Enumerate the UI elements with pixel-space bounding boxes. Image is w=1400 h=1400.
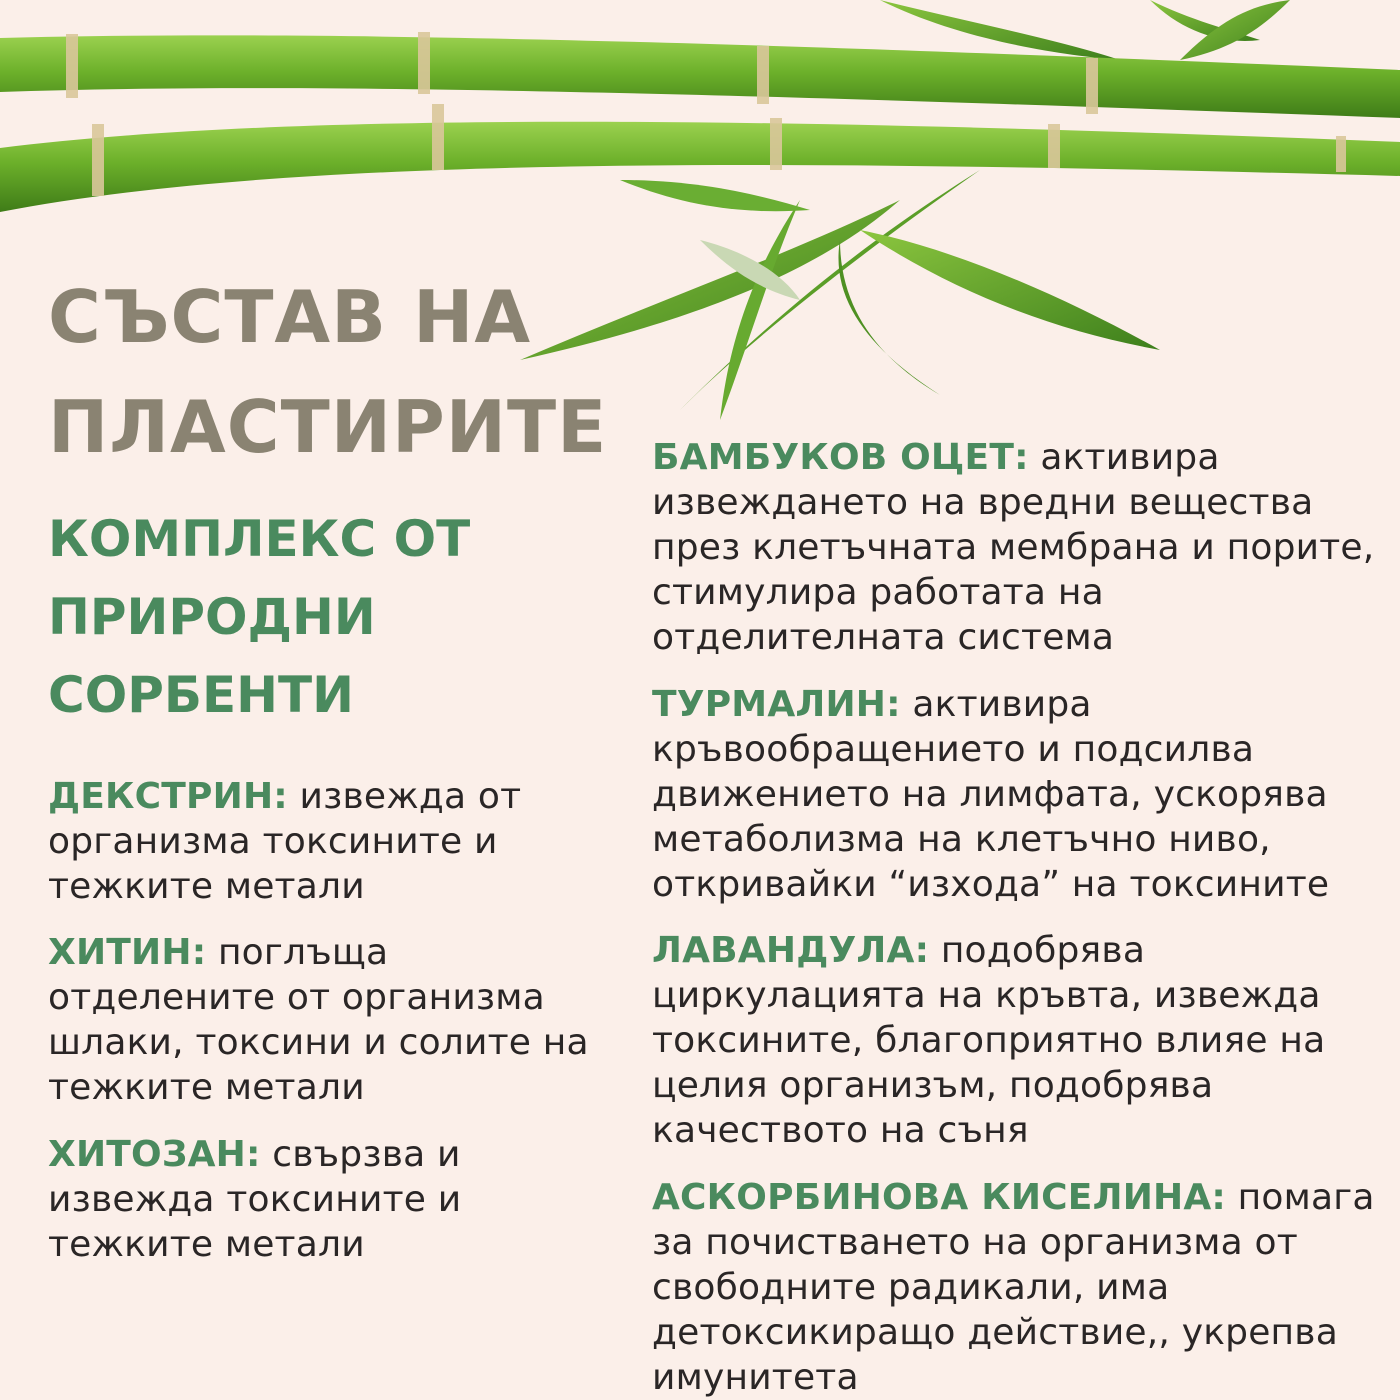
ingredient-text: шлаки, токсини и солите на xyxy=(48,1022,589,1063)
ingredient-text: през клетъчната мембрана и порите, xyxy=(652,527,1375,568)
ingredient-text: извеждането на вредни вещества xyxy=(652,482,1314,523)
ingredient-text: стимулира работата на xyxy=(652,572,1104,613)
section-subtitle xyxy=(48,500,470,734)
ingredient-text: откривайки “изхода” на токсините xyxy=(652,864,1330,905)
ingredient-text: детоксикиращо действие,, укрепва xyxy=(652,1312,1338,1353)
ingredient-text: свързва и xyxy=(260,1134,461,1175)
ingredient-name: ДЕКСТРИН: xyxy=(48,776,288,817)
ingredient-line xyxy=(652,435,1374,480)
ingredient-text: извежда от xyxy=(287,776,522,817)
ingredient-line xyxy=(652,1175,1375,1220)
ingredient-text: имунитета xyxy=(652,1357,859,1398)
ingredient-text: отделителната система xyxy=(652,617,1115,658)
ingredient-text: за почистването на организма от xyxy=(652,1222,1298,1263)
ingredient-text: тежките метали xyxy=(48,1067,365,1108)
ingredient-line xyxy=(48,1132,461,1177)
ingredient-text: тежките метали xyxy=(48,866,365,907)
ingredient-chitin xyxy=(48,930,589,1110)
ingredient-text: циркулацията на кръвта, извежда xyxy=(652,975,1321,1016)
ingredient-name: АСКОРБИНОВА КИСЕЛИНА: xyxy=(652,1177,1227,1218)
ingredient-line xyxy=(652,928,1325,973)
ingredient-dextrin xyxy=(48,774,521,909)
page-title-line-2: ПЛАСТИРИТЕ xyxy=(48,385,608,469)
ingredient-text: целия организъм, подобрява xyxy=(652,1065,1214,1106)
ingredient-text: кръвообращението и подсилва xyxy=(652,729,1255,770)
ingredient-name: ЛАВАНДУЛА: xyxy=(652,930,930,971)
ingredient-text: поглъща xyxy=(206,932,389,973)
ingredient-text: отделените от организма xyxy=(48,977,545,1018)
ingredient-text: метаболизма на клетъчно ниво, xyxy=(652,819,1271,860)
ingredient-lavender xyxy=(652,928,1325,1153)
subtitle-line-2: ПРИРОДНИ xyxy=(48,588,376,646)
page-title-line-1: СЪСТАВ НА xyxy=(48,275,532,359)
ingredient-line xyxy=(48,774,521,819)
subtitle-line-1: КОМПЛЕКС ОТ xyxy=(48,510,471,568)
ingredient-text: организма токсините и xyxy=(48,821,498,862)
ingredient-name: БАМБУКОВ ОЦЕТ: xyxy=(652,437,1029,478)
ingredient-text: помага xyxy=(1226,1177,1375,1218)
ingredient-text: качеството на съня xyxy=(652,1110,1029,1151)
ingredient-text: движението на лимфата, ускорява xyxy=(652,774,1328,815)
ingredient-ascorbic-acid xyxy=(652,1175,1375,1400)
ingredient-chitosan xyxy=(48,1132,461,1267)
ingredient-name: ХИТОЗАН: xyxy=(48,1134,261,1175)
ingredient-name: ТУРМАЛИН: xyxy=(652,684,901,725)
ingredient-text: извежда токсините и xyxy=(48,1179,462,1220)
page-title xyxy=(48,262,607,482)
ingredient-tourmaline xyxy=(652,682,1329,907)
ingredient-text: свободните радикали, има xyxy=(652,1267,1170,1308)
ingredient-text: тежките метали xyxy=(48,1224,365,1265)
ingredient-name: ХИТИН: xyxy=(48,932,207,973)
ingredient-line xyxy=(48,930,589,975)
ingredient-text: токсините, благоприятно влияе на xyxy=(652,1020,1326,1061)
subtitle-line-3: СОРБЕНТИ xyxy=(48,666,354,724)
ingredient-text: активира xyxy=(1028,437,1220,478)
ingredient-bamboo-vinegar xyxy=(652,435,1374,660)
ingredient-text: активира xyxy=(900,684,1092,725)
ingredient-text: подобрява xyxy=(929,930,1146,971)
ingredient-line xyxy=(652,682,1329,727)
